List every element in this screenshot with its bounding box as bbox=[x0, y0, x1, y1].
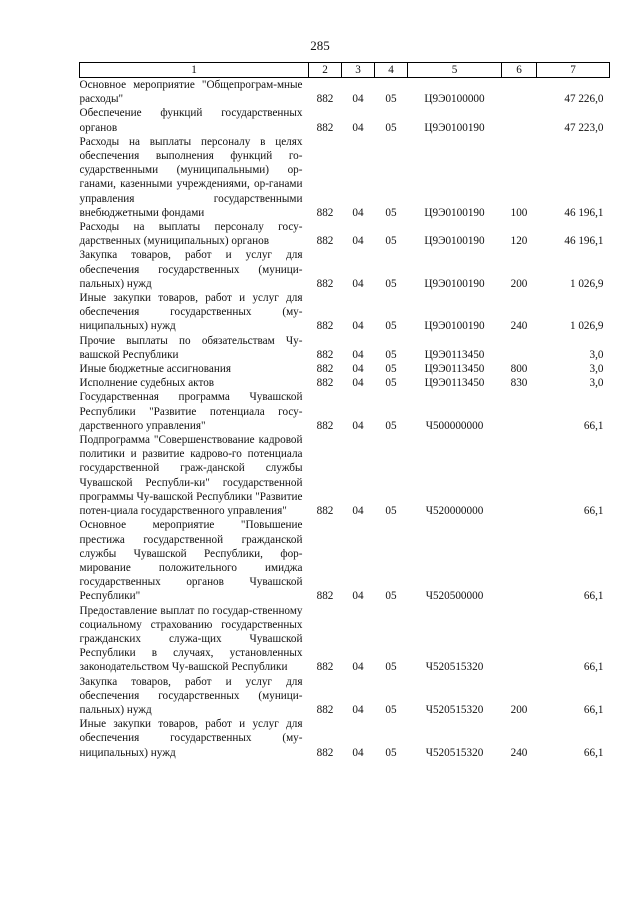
row-subsection-code: 05 bbox=[385, 348, 397, 361]
row-expense-type: 830 bbox=[510, 377, 528, 390]
row-name: Закупка товаров, работ и услуг для обеспечения государственных (муници-пальных) нужд bbox=[79, 249, 303, 290]
row-amount: 46 196,1 bbox=[564, 235, 604, 248]
table-row bbox=[80, 291, 610, 334]
row-target-article: Ц9Э0100190 bbox=[424, 277, 485, 290]
row-section-code: 04 bbox=[352, 277, 364, 290]
row-ministry-code: 882 bbox=[316, 277, 334, 290]
row-name: Предоставление выплат по государ-ственному социальному страхованию государственных гражданских служа-щих Чувашской Республики в случаях, установленных законодательством Чу-вашской Республики bbox=[79, 604, 303, 674]
row-amount: 66,1 bbox=[583, 590, 604, 603]
row-target-article: Ц9Э0113450 bbox=[424, 363, 485, 376]
table-row bbox=[80, 717, 610, 760]
row-subsection-code: 05 bbox=[385, 746, 397, 759]
row-amount: 3,0 bbox=[589, 348, 604, 361]
row-expense-type: 800 bbox=[510, 363, 528, 376]
row-subsection-code: 05 bbox=[385, 235, 397, 248]
row-subsection-code: 05 bbox=[385, 505, 397, 518]
column-header-4: 4 bbox=[375, 63, 408, 78]
row-ministry-code: 882 bbox=[316, 348, 334, 361]
row-amount: 1 026,9 bbox=[569, 277, 604, 290]
table-header bbox=[80, 63, 610, 78]
table-row bbox=[80, 518, 610, 603]
table-row bbox=[80, 78, 610, 107]
row-target-article: Ц9Э0100190 bbox=[424, 320, 485, 333]
row-section-code: 04 bbox=[352, 746, 364, 759]
row-name: Основное мероприятие "Повышение престижа государственной гражданской службы Чувашской Республики, фор-мирование положительного имиджа государственных органов Чувашской Республики" bbox=[79, 519, 303, 603]
column-header-6: 6 bbox=[502, 63, 537, 78]
column-header-5: 5 bbox=[408, 63, 502, 78]
row-section-code: 04 bbox=[352, 320, 364, 333]
row-subsection-code: 05 bbox=[385, 277, 397, 290]
row-target-article: Ч500000000 bbox=[425, 419, 484, 432]
row-section-code: 04 bbox=[352, 235, 364, 248]
row-expense-type: 120 bbox=[510, 235, 528, 248]
row-section-code: 04 bbox=[352, 703, 364, 716]
row-subsection-code: 05 bbox=[385, 121, 397, 134]
row-subsection-code: 05 bbox=[385, 93, 397, 106]
row-amount: 46 196,1 bbox=[564, 206, 604, 219]
row-name: Расходы на выплаты персоналу госу-дарственных (муниципальных) органов bbox=[79, 221, 303, 248]
row-subsection-code: 05 bbox=[385, 206, 397, 219]
row-target-article: Ц9Э0113450 bbox=[424, 377, 485, 390]
row-amount: 1 026,9 bbox=[569, 320, 604, 333]
row-target-article: Ч520000000 bbox=[425, 505, 484, 518]
row-expense-type: 200 bbox=[510, 703, 528, 716]
row-amount: 66,1 bbox=[583, 661, 604, 674]
row-name: Основное мероприятие "Общепрограм-мные расходы" bbox=[79, 79, 303, 106]
table-row bbox=[80, 248, 610, 291]
page-number: 285 bbox=[310, 38, 330, 53]
row-target-article: Ц9Э0100190 bbox=[424, 206, 485, 219]
row-expense-type: 240 bbox=[510, 746, 528, 759]
row-name: Иные бюджетные ассигнования bbox=[79, 363, 231, 376]
row-amount: 66,1 bbox=[583, 703, 604, 716]
row-expense-type bbox=[502, 604, 537, 675]
row-ministry-code: 882 bbox=[316, 93, 334, 106]
row-expense-type bbox=[502, 106, 537, 134]
row-ministry-code: 882 bbox=[316, 590, 334, 603]
row-target-article: Ц9Э0100190 bbox=[424, 121, 485, 134]
row-ministry-code: 882 bbox=[316, 206, 334, 219]
row-expense-type bbox=[502, 433, 537, 518]
row-name: Закупка товаров, работ и услуг для обеспечения государственных (муници-пальных) нужд bbox=[79, 675, 303, 716]
table-row bbox=[80, 106, 610, 134]
row-target-article: Ч520515320 bbox=[425, 746, 484, 759]
row-target-article: Ц9Э0100190 bbox=[424, 235, 485, 248]
row-target-article: Ц9Э0113450 bbox=[424, 348, 485, 361]
row-expense-type: 200 bbox=[510, 277, 528, 290]
row-amount: 47 226,0 bbox=[564, 93, 604, 106]
row-ministry-code: 882 bbox=[316, 377, 334, 390]
row-name: Иные закупки товаров, работ и услуг для обеспечения государственных (му-ниципальных) нужд bbox=[79, 718, 303, 759]
row-ministry-code: 882 bbox=[316, 419, 334, 432]
row-amount: 47 223,0 bbox=[564, 121, 604, 134]
row-name: Государственная программа Чувашской Республики "Развитие потенциала госу-дарственного управления" bbox=[79, 391, 303, 432]
row-target-article: Ч520500000 bbox=[425, 590, 484, 603]
row-section-code: 04 bbox=[352, 590, 364, 603]
table-row bbox=[80, 135, 610, 220]
table-body bbox=[80, 78, 610, 760]
row-expense-type bbox=[502, 518, 537, 603]
column-header-2: 2 bbox=[309, 63, 342, 78]
table-row bbox=[80, 604, 610, 675]
row-section-code: 04 bbox=[352, 121, 364, 134]
row-expense-type: 100 bbox=[510, 206, 528, 219]
row-amount: 3,0 bbox=[589, 377, 604, 390]
budget-table bbox=[79, 62, 610, 760]
row-section-code: 04 bbox=[352, 505, 364, 518]
row-subsection-code: 05 bbox=[385, 363, 397, 376]
row-section-code: 04 bbox=[352, 419, 364, 432]
row-subsection-code: 05 bbox=[385, 590, 397, 603]
row-section-code: 04 bbox=[352, 93, 364, 106]
row-target-article: Ч520515320 bbox=[425, 661, 484, 674]
row-target-article: Ч520515320 bbox=[425, 703, 484, 716]
row-ministry-code: 882 bbox=[316, 703, 334, 716]
table-row bbox=[80, 362, 610, 376]
row-name: Иные закупки товаров, работ и услуг для обеспечения государственных (му-ниципальных) нужд bbox=[79, 292, 303, 333]
table-row bbox=[80, 675, 610, 718]
row-name: Исполнение судебных актов bbox=[79, 377, 215, 390]
row-ministry-code: 882 bbox=[316, 363, 334, 376]
row-ministry-code: 882 bbox=[316, 746, 334, 759]
row-section-code: 04 bbox=[352, 206, 364, 219]
row-expense-type bbox=[502, 334, 537, 362]
row-expense-type bbox=[502, 390, 537, 433]
column-header-7: 7 bbox=[537, 63, 610, 78]
row-name: Расходы на выплаты персоналу в целях обеспечения выполнения функций го-сударственными (муниципальными) ор-ганами, казенными учреждениями, ор-ганами управления государственными внебюджетными фондами bbox=[79, 135, 303, 219]
row-amount: 66,1 bbox=[583, 746, 604, 759]
row-subsection-code: 05 bbox=[385, 377, 397, 390]
column-header-3: 3 bbox=[342, 63, 375, 78]
row-target-article: Ц9Э0100000 bbox=[424, 93, 485, 106]
table-row bbox=[80, 390, 610, 433]
row-ministry-code: 882 bbox=[316, 661, 334, 674]
row-ministry-code: 882 bbox=[316, 235, 334, 248]
row-amount: 66,1 bbox=[583, 505, 604, 518]
row-ministry-code: 882 bbox=[316, 505, 334, 518]
row-amount: 66,1 bbox=[583, 419, 604, 432]
row-subsection-code: 05 bbox=[385, 419, 397, 432]
row-name: Прочие выплаты по обязательствам Чу-вашской Республики bbox=[79, 334, 303, 361]
table-row bbox=[80, 376, 610, 390]
row-amount: 3,0 bbox=[589, 363, 604, 376]
table-row bbox=[80, 220, 610, 248]
column-header-1: 1 bbox=[80, 63, 309, 78]
row-ministry-code: 882 bbox=[316, 121, 334, 134]
header-row bbox=[80, 63, 610, 78]
row-section-code: 04 bbox=[352, 348, 364, 361]
table-row bbox=[80, 433, 610, 518]
row-expense-type: 240 bbox=[510, 320, 528, 333]
row-section-code: 04 bbox=[352, 661, 364, 674]
row-section-code: 04 bbox=[352, 363, 364, 376]
table-row bbox=[80, 334, 610, 362]
row-name: Обеспечение функций государственных органов bbox=[79, 107, 303, 134]
row-subsection-code: 05 bbox=[385, 320, 397, 333]
row-ministry-code: 882 bbox=[316, 320, 334, 333]
row-section-code: 04 bbox=[352, 377, 364, 390]
row-name: Подпрограмма "Совершенствование кадровой политики и развитие кадрово-го потенциала государственной граж-данской службы Чувашской Республи-ки" государственной программы Чу-вашской Республики "Развитие потен-циала государственного управления" bbox=[79, 434, 303, 518]
row-subsection-code: 05 bbox=[385, 703, 397, 716]
row-expense-type bbox=[502, 78, 537, 107]
row-subsection-code: 05 bbox=[385, 661, 397, 674]
